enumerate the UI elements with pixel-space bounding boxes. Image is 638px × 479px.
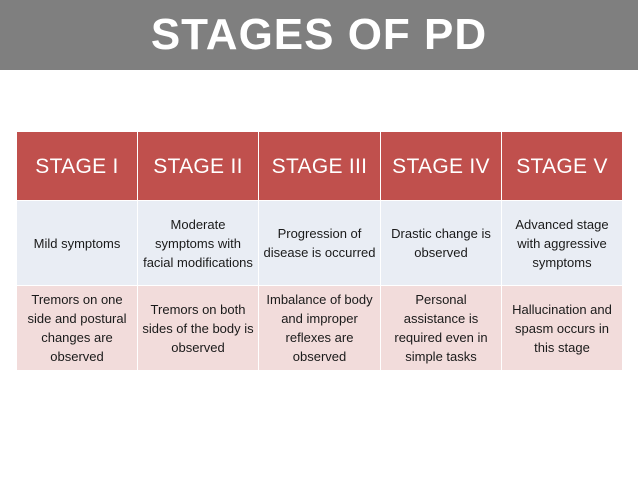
- table-cell: Drastic change is observed: [381, 201, 502, 286]
- table-cell: Tremors on both sides of the body is observed: [138, 286, 259, 371]
- table-row: [17, 286, 623, 371]
- table-cell: Imbalance of body and improper reflexes are observed: [259, 286, 381, 371]
- table-header-row: [17, 132, 623, 201]
- table-cell: Tremors on one side and postural changes are observed: [17, 286, 138, 371]
- title-bar: [0, 0, 638, 70]
- table-row: [17, 201, 623, 286]
- table-cell: Moderate symptoms with facial modifications: [138, 201, 259, 286]
- stages-table: [16, 131, 623, 371]
- table-cell: Hallucination and spasm occurs in this stage: [502, 286, 623, 371]
- table-cell: Progression of disease is occurred: [259, 201, 381, 286]
- table-cell: Personal assistance is required even in simple tasks: [381, 286, 502, 371]
- page-title: STAGES OF PD: [150, 10, 488, 59]
- header-stage-3: STAGE III: [259, 132, 381, 201]
- header-stage-1: STAGE I: [17, 132, 138, 201]
- table-cell: Mild symptoms: [17, 201, 138, 286]
- header-stage-4: STAGE IV: [381, 132, 502, 201]
- header-stage-2: STAGE II: [138, 132, 259, 201]
- header-stage-5: STAGE V: [502, 132, 623, 201]
- table-cell: Advanced stage with aggressive symptoms: [502, 201, 623, 286]
